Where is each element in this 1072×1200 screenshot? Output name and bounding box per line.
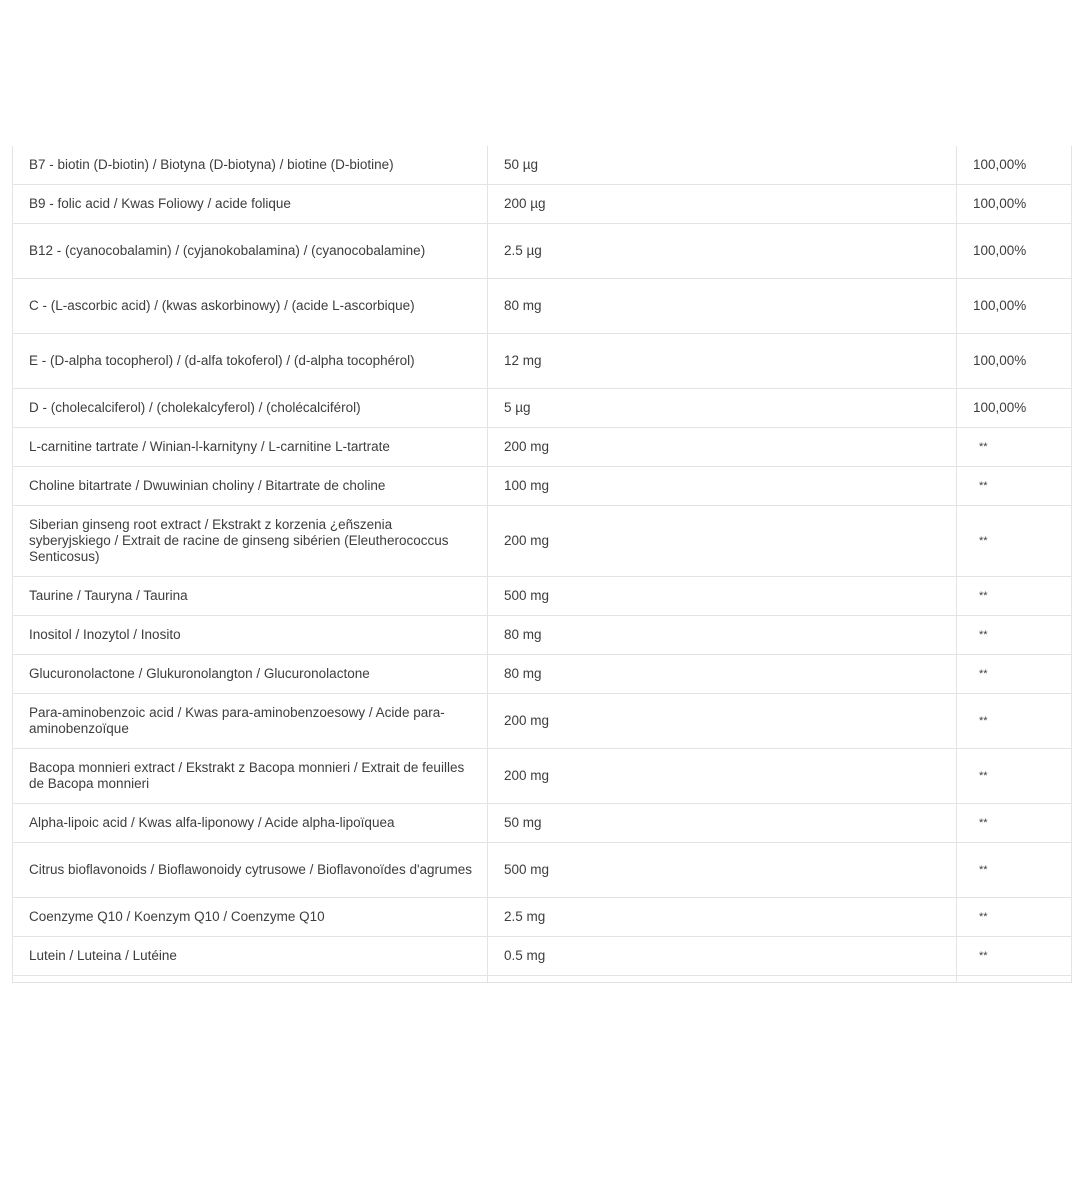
daily-value: 100,00% (957, 389, 1072, 428)
daily-value: ** (957, 506, 1072, 577)
ingredient-name: Bacopa monnieri extract / Ekstrakt z Bacopa monnieri / Extrait de feuilles de Bacopa monnieri (13, 749, 488, 804)
ingredient-name: B12 - (cyanocobalamin) / (cyjanokobalamina) / (cyanocobalamine) (13, 224, 488, 279)
ingredient-name: Glucuronolactone / Glukuronolangton / Glucuronolactone (13, 655, 488, 694)
ingredient-amount: 2.5 mg (488, 898, 957, 937)
ingredient-amount: 200 mg (488, 694, 957, 749)
table-row (13, 577, 1072, 616)
ingredient-name: E - (D-alpha tocopherol) / (d-alfa tokoferol) / (d-alpha tocophérol) (13, 334, 488, 389)
daily-value: 100,00% (957, 279, 1072, 334)
ingredient-amount: 200 µg (488, 185, 957, 224)
table-row-partial (13, 976, 1072, 983)
ingredient-name: C - (L-ascorbic acid) / (kwas askorbinowy) / (acide L-ascorbique) (13, 279, 488, 334)
ingredient-amount: 80 mg (488, 655, 957, 694)
table-row (13, 146, 1072, 185)
daily-value: ** (957, 577, 1072, 616)
table-row (13, 937, 1072, 976)
daily-value: ** (957, 428, 1072, 467)
table-row (13, 506, 1072, 577)
table-row (13, 428, 1072, 467)
table-row (13, 334, 1072, 389)
table-row (13, 804, 1072, 843)
table-row (13, 185, 1072, 224)
ingredient-amount: 200 mg (488, 428, 957, 467)
ingredient-amount: 80 mg (488, 616, 957, 655)
daily-value: ** (957, 898, 1072, 937)
table-row (13, 694, 1072, 749)
ingredient-amount: 500 mg (488, 843, 957, 898)
ingredient-amount: 5 µg (488, 389, 957, 428)
ingredient-name: Choline bitartrate / Dwuwinian choliny / Bitartrate de choline (13, 467, 488, 506)
table-cell-empty (957, 976, 1072, 983)
daily-value: 100,00% (957, 224, 1072, 279)
ingredient-amount: 80 mg (488, 279, 957, 334)
ingredient-name: Inositol / Inozytol / Inosito (13, 616, 488, 655)
ingredient-name: Para-aminobenzoic acid / Kwas para-aminobenzoesowy / Acide para-aminobenzoïque (13, 694, 488, 749)
daily-value: 100,00% (957, 146, 1072, 185)
ingredient-name: Alpha-lipoic acid / Kwas alfa-liponowy / Acide alpha-lipoïquea (13, 804, 488, 843)
ingredient-name: L-carnitine tartrate / Winian-l-karnityny / L-carnitine L-tartrate (13, 428, 488, 467)
daily-value: 100,00% (957, 185, 1072, 224)
nutrition-table (12, 146, 1072, 983)
ingredient-amount: 0.5 mg (488, 937, 957, 976)
daily-value: ** (957, 616, 1072, 655)
daily-value: ** (957, 937, 1072, 976)
table-row (13, 224, 1072, 279)
table-row (13, 898, 1072, 937)
ingredient-amount: 200 mg (488, 506, 957, 577)
daily-value: ** (957, 804, 1072, 843)
table-row (13, 843, 1072, 898)
ingredient-name: B9 - folic acid / Kwas Foliowy / acide folique (13, 185, 488, 224)
ingredient-name: Coenzyme Q10 / Koenzym Q10 / Coenzyme Q10 (13, 898, 488, 937)
ingredient-name: Siberian ginseng root extract / Ekstrakt z korzenia ¿eñszenia syberyjskiego / Extrait de racine de ginseng sibérien (Eleutherococcus Senticosus) (13, 506, 488, 577)
table-cell-empty (13, 976, 488, 983)
daily-value: ** (957, 749, 1072, 804)
table-cell-empty (488, 976, 957, 983)
ingredient-amount: 50 µg (488, 146, 957, 185)
ingredient-amount: 50 mg (488, 804, 957, 843)
table-row (13, 616, 1072, 655)
ingredient-amount: 500 mg (488, 577, 957, 616)
ingredient-amount: 100 mg (488, 467, 957, 506)
ingredient-name: D - (cholecalciferol) / (cholekalcyferol) / (cholécalciférol) (13, 389, 488, 428)
table-row (13, 749, 1072, 804)
ingredient-name: Lutein / Luteina / Lutéine (13, 937, 488, 976)
daily-value: ** (957, 694, 1072, 749)
nutrition-table-container (12, 146, 1027, 982)
table-row (13, 655, 1072, 694)
ingredient-name: Taurine / Tauryna / Taurina (13, 577, 488, 616)
daily-value: ** (957, 843, 1072, 898)
daily-value: ** (957, 467, 1072, 506)
table-row (13, 467, 1072, 506)
ingredient-name: Citrus bioflavonoids / Bioflawonoidy cytrusowe / Bioflavonoïdes d'agrumes (13, 843, 488, 898)
table-row (13, 279, 1072, 334)
ingredient-amount: 12 mg (488, 334, 957, 389)
daily-value: 100,00% (957, 334, 1072, 389)
daily-value: ** (957, 655, 1072, 694)
table-row (13, 389, 1072, 428)
ingredient-amount: 2.5 µg (488, 224, 957, 279)
ingredient-amount: 200 mg (488, 749, 957, 804)
ingredient-name: B7 - biotin (D-biotin) / Biotyna (D-biotyna) / biotine (D-biotine) (13, 146, 488, 185)
